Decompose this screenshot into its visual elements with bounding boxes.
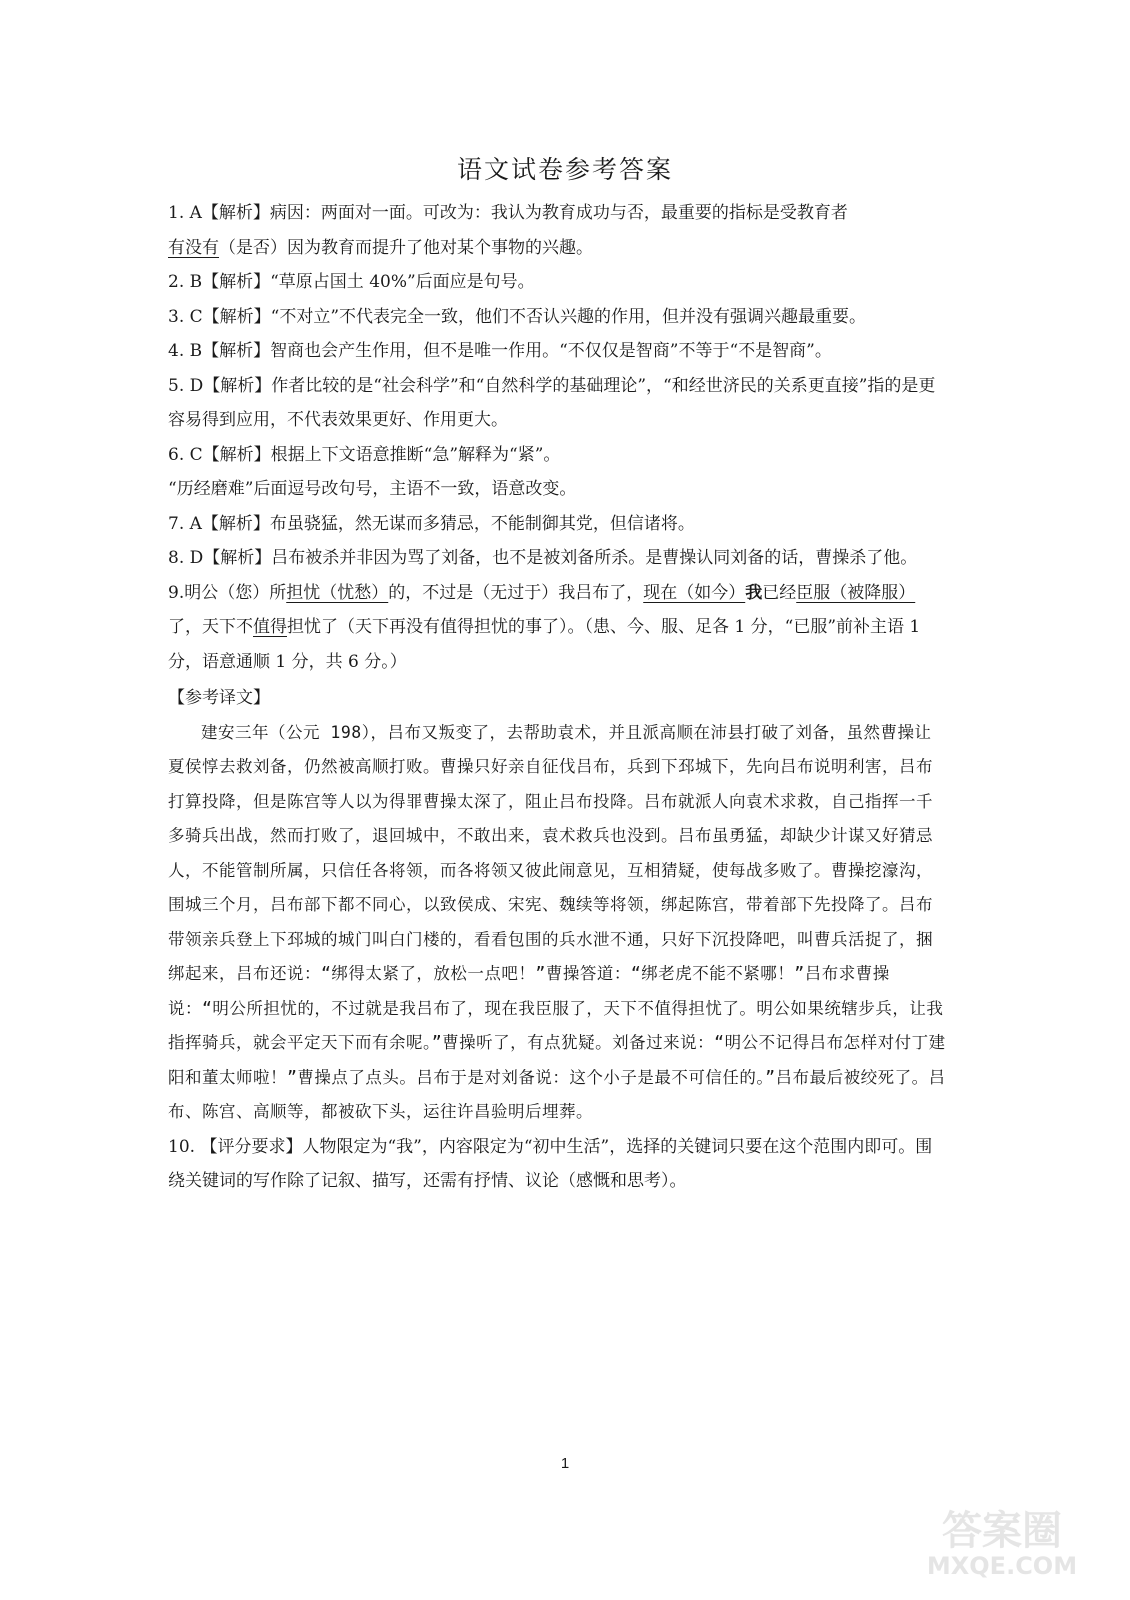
answer-8: 8. D【解析】吕布被杀并非因为骂了刘备，也不是被刘备所杀。是曹操认同刘备的话，曹操杀了他。	[168, 548, 918, 568]
watermark-line-1: 答案圈	[942, 1508, 1062, 1554]
answer-9-text-2: 的，不过是（无过于）我吕布了，	[388, 582, 644, 603]
translation-paragraph: 建安三年（公元 198），吕布又叛变了，去帮助袁术，并且派高顺在沛县打破了刘备，虽然曹操让夏侯惇去救刘备，仍然被高顺打败。曹操只好亲自征伐吕布，兵到下邳城下，先向吕布说明利害，吕布打算投降，但是陈宫等人以为得罪曹操太深了，阻止吕布投降。吕布就派人向袁术求救，自己指挥一千多骑兵出战，然而打败了，退回城中，不敢出来，袁术救兵也没到。吕布虽勇猛，却缺少计谋又好猜忌人，不能管制所属，只信任各将领，而各将领又彼此闹意见，互相猜疑，使每战多败了。曹操挖濠沟，围城三个月，吕布部下都不同心，以致侯成、宋宪、魏续等将领，绑起陈宫，带着部下先投降了。吕布带领亲兵登上下邳城的城门叫白门楼的，看看包围的兵水泄不通，只好下沉投降吧，叫曹兵活捉了，捆绑起来，吕布还说：“绑得太紧了，放松一点吧！”曹操答道：“绑老虎不能不紧哪！”吕布求曹操说：“明公所担忧的，不过就是我吕布了，现在我臣服了，天下不值得担忧了。明公如果统辖步兵，让我指挥骑兵，就会平定天下而有余呢。”曹操听了，有点犹疑。刘备过来说：“明公不记得吕布怎样对付丁建阳和董太师啦！”曹操点了点头。吕布于是对刘备说：这个小子是最不可信任的。”吕布最后被绞死了。吕布、陈宫、高顺等，都被砍下头，运往许昌验明后埋葬。	[168, 722, 946, 1121]
answer-content	[168, 196, 948, 1199]
answer-4: 4. B【解析】智商也会产生作用，但不是唯一作用。“不仅仅是智商”不等于“不是智商”。	[168, 341, 832, 361]
watermark-line-2: MXQE.COM	[926, 1552, 1078, 1580]
answer-9-underlined-2: 现在（如今）	[643, 582, 746, 603]
answer-1	[168, 196, 948, 265]
answer-9-underlined-3: 臣服（被降服）	[796, 582, 916, 603]
answer-9-text-3: 已经	[762, 582, 797, 603]
answer-5: 5. D【解析】作者比较的是“社会科学”和“自然科学的基础理论”，“和经世济民的关系更直接”指的是更容易得到应用，不代表效果更好、作用更大。	[168, 375, 936, 430]
answer-9-text-5: 担忧了（天下再没有值得担忧的事了）。（患、今、服、足各 1 分，“已服”前补主语 1 分，语意通顺 1 分，共 6 分。）	[168, 617, 921, 672]
answer-2: 2. B【解析】“草原占国土 40%”后面应是句号。	[168, 272, 535, 292]
answer-6-note: “历经磨难”后面逗号改句号，主语不一致，语意改变。	[168, 479, 577, 499]
answer-9-underlined-1: 担忧（忧愁）	[286, 582, 389, 603]
answer-10: 10. 【评分要求】人物限定为“我”，内容限定为“初中生活”，选择的关键词只要在这个范围内即可。围绕关键词的写作除了记叙、描写，还需有抒情、议论（感慨和思考）。	[168, 1136, 933, 1191]
answer-6: 6. C【解析】根据上下文语意推断“急”解释为“紧”。	[168, 444, 561, 465]
reference-translation-heading: 【参考译文】	[168, 688, 270, 708]
answer-9-text-1: 9.明公（您）所	[168, 582, 287, 603]
answer-1-text-cont: （是否）因为教育而提升了他对某个事物的兴趣。	[219, 237, 593, 258]
answer-7: 7. A【解析】布虽骁猛，然无谋而多猜忌，不能制御其党，但信诸将。	[168, 513, 695, 534]
answer-9-bold: 我	[745, 582, 763, 603]
answer-1-underlined: 有没有	[168, 237, 219, 258]
page-number: 1	[560, 1455, 570, 1472]
watermark-logo	[902, 1500, 1102, 1582]
answer-9	[168, 576, 948, 680]
reference-translation	[168, 716, 948, 1130]
answer-9-underlined-4: 值得	[253, 617, 287, 637]
answer-9-text-4: 了，天下不	[168, 617, 253, 637]
page-title: 语文试卷参考答案	[456, 155, 673, 184]
answer-1-text: 1. A【解析】病因：两面对一面。可改为：我认为教育成功与否，最重要的指标是受教育者	[168, 203, 848, 223]
answer-3: 3. C【解析】“不对立”不代表完全一致，他们不否认兴趣的作用，但并没有强调兴趣最重要。	[168, 306, 867, 327]
